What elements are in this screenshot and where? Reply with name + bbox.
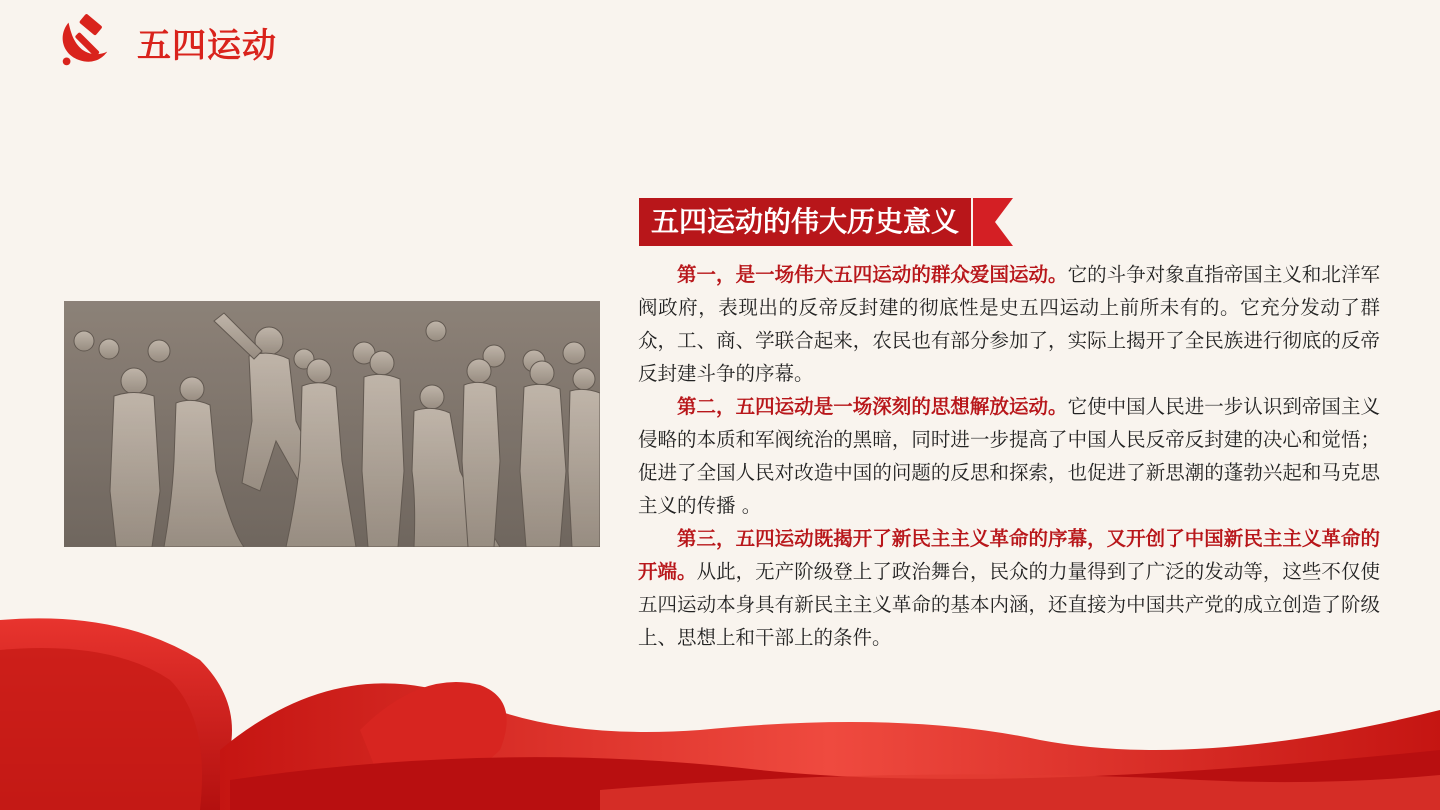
page-title: 五四运动 xyxy=(137,25,277,66)
paragraph-3-body: 从此，无产阶级登上了政治舞台，民众的力量得到了广泛的发动等，这些不仅使五四运动本身具有新民主主义革命的基本内涵，还直接为中国共产党的成立创造了阶级上、思想上和干部上的条件。 xyxy=(638,560,1380,649)
header xyxy=(55,10,277,74)
paragraph-1-body: 它的斗争对象直指帝国主义和北洋军阀政府，表现出的反帝反封建的彻底性是史五四运动上前所未有的。它充分发动了群众，工、商、学联合起来，农民也有部分参加了，实际上揭开了全民族进行彻底的反帝反封建斗争的序幕。 xyxy=(638,263,1380,385)
banner-tail-icon xyxy=(973,198,1013,246)
paragraph-2-body: 它使中国人民进一步认识到帝国主义侵略的本质和军阀统治的黑暗，同时进一步提高了中国人民反帝反封建的决心和觉悟；促进了全国人民对改造中国的问题的反思和探索，也促进了新思潮的蓬勃兴起和马克思主义的传播 。 xyxy=(638,395,1380,517)
paragraph-2 xyxy=(638,390,1380,522)
paragraph-2-lead: 第二，五四运动是一场深刻的思想解放运动。 xyxy=(677,395,1068,418)
red-ribbon-decoration xyxy=(0,590,1440,810)
banner-title: 五四运动的伟大历史意义 xyxy=(639,198,971,246)
paragraph-3-lead: 第三，五四运动既揭开了新民主主义革命的序幕，又开创了中国新民主主义革命的开端。 xyxy=(638,527,1380,583)
section-banner xyxy=(639,198,1013,246)
paragraph-1 xyxy=(638,258,1380,390)
relief-sculpture-image xyxy=(64,301,600,547)
paragraph-1-lead: 第一，是一场伟大五四运动的群众爱国运动。 xyxy=(677,263,1068,286)
hammer-sickle-icon xyxy=(55,13,113,71)
